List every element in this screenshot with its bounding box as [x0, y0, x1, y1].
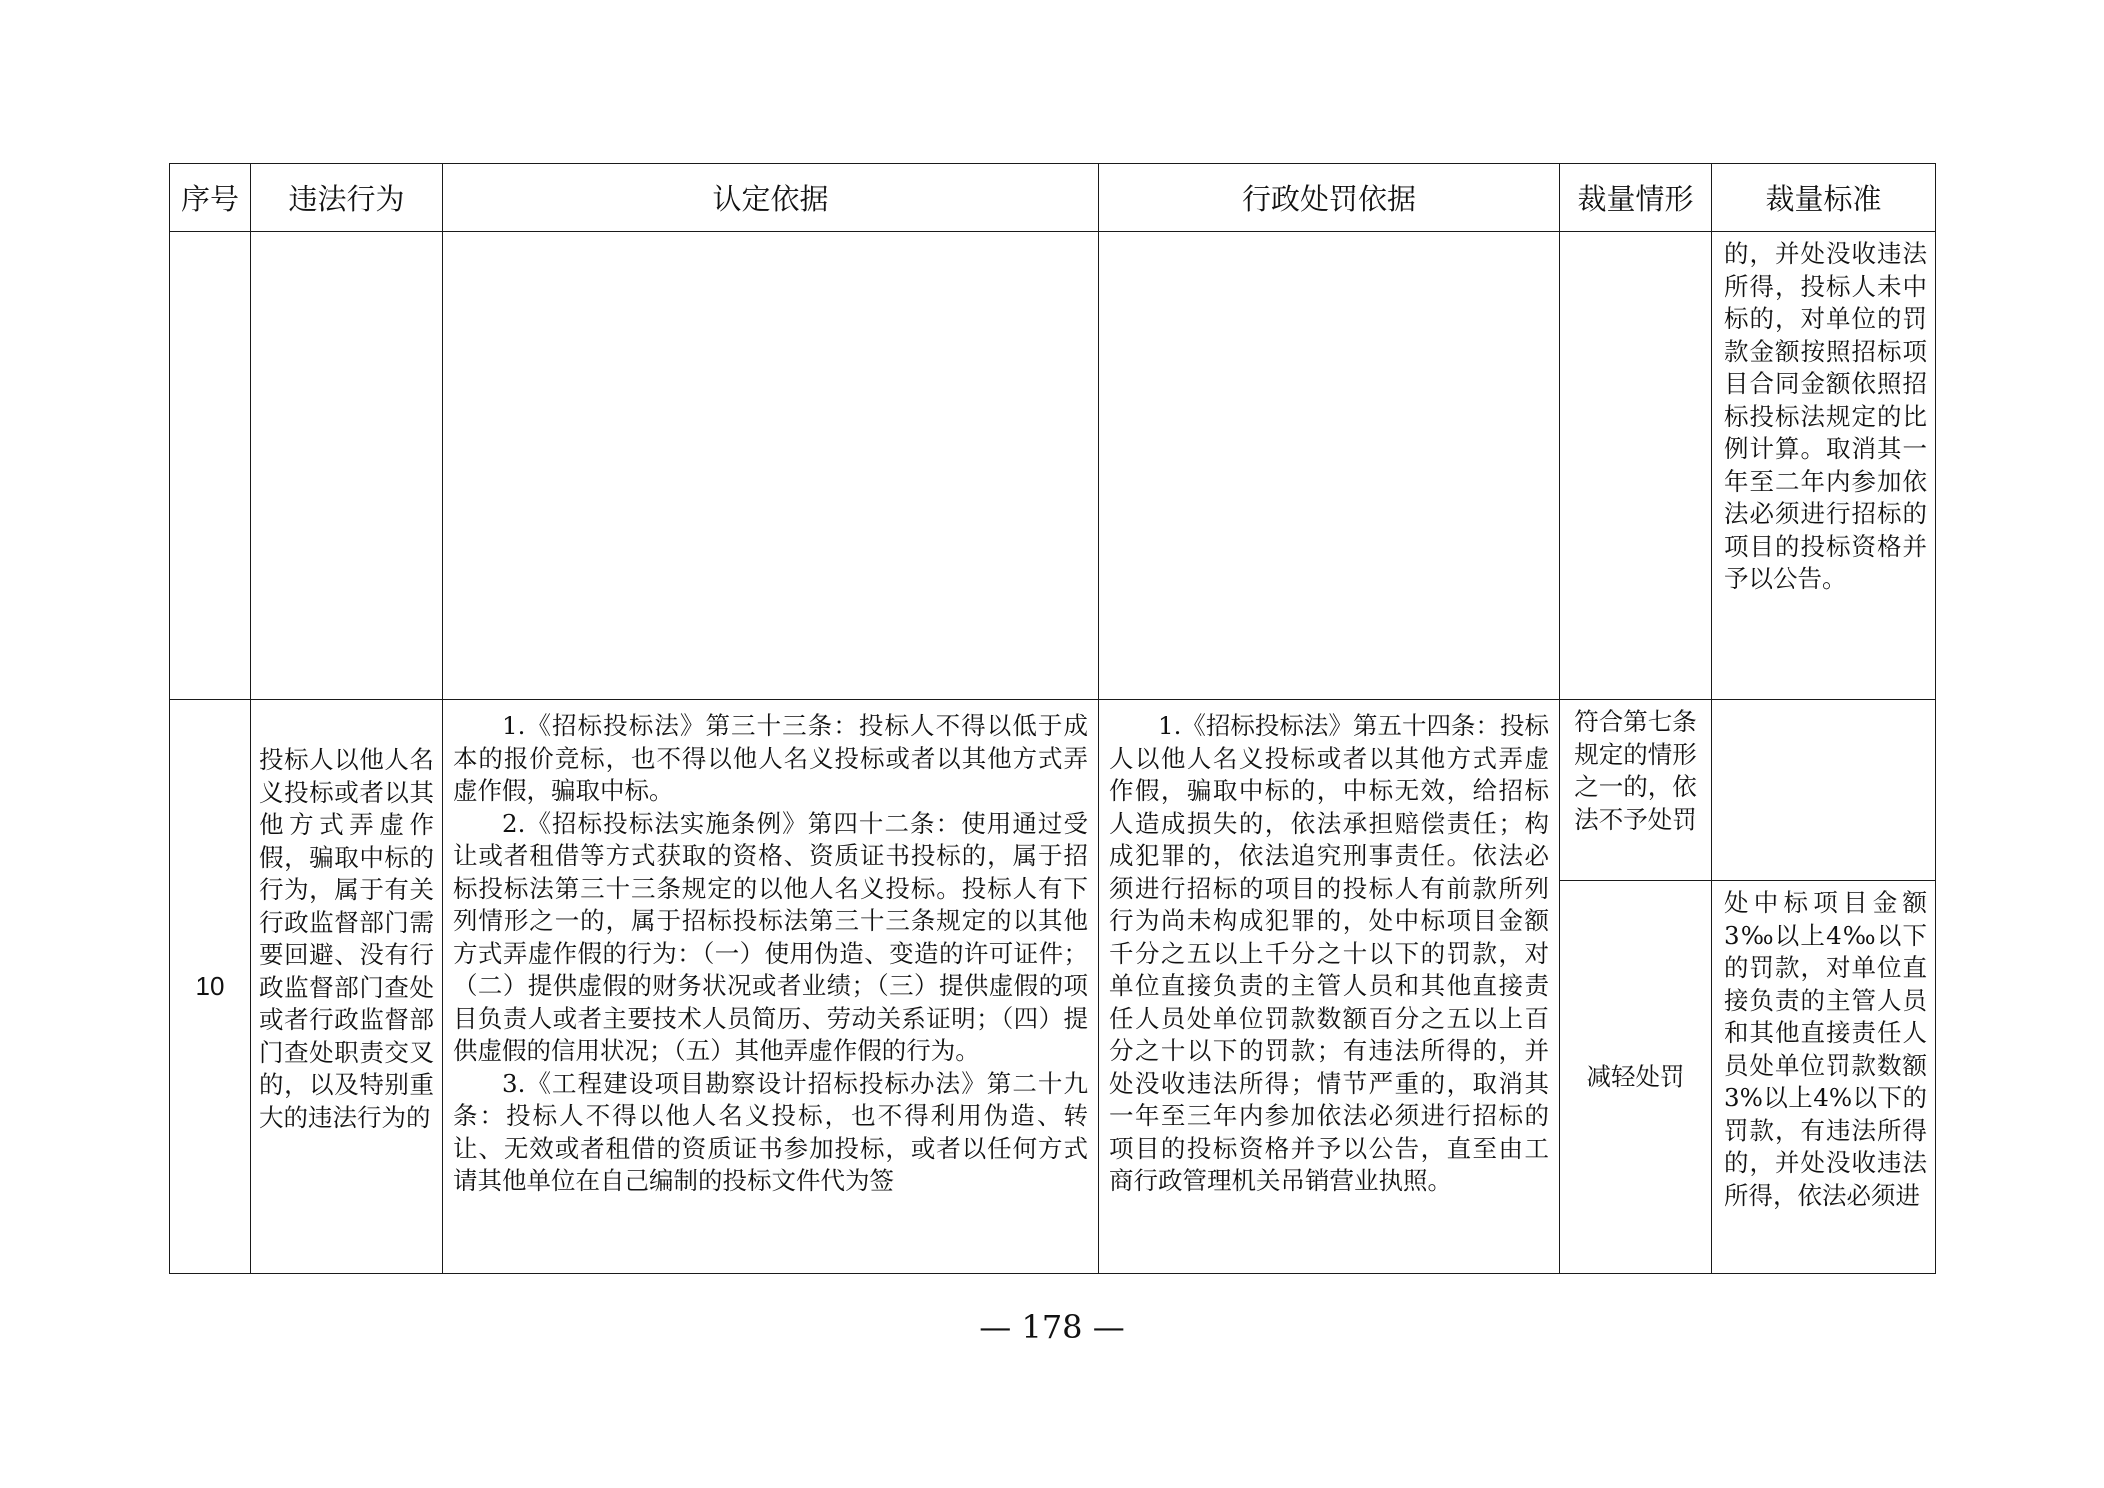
cell-empty [1099, 232, 1560, 700]
cell-situation-no-penalty [1560, 700, 1712, 881]
cell-empty [170, 232, 251, 700]
penalty-text [1099, 700, 1559, 1198]
basis-paragraph-3: 3.《工程建设项目勘察设计招标投标办法》第二十九条：投标人不得以他人名义投标，也不得利用伪造、转让、无效或者租借的资质证书参加投标，或者以任何方式请其他单位在自己编制的投标文件代为签 [453, 1068, 1088, 1195]
standard-text: 处中标项目金额3‰以上4‰以下的罚款，对单位直接负责的主管人员和其他直接责任人员处单位罚款数额3%以上4%以下的罚款，有违法所得的，并处没收违法所得，依法必须进 [1724, 888, 1927, 1210]
cell-standard-continued [1712, 232, 1936, 700]
basis-text [443, 700, 1098, 1198]
cell-standard-mitigated [1712, 881, 1936, 1274]
table-row-10 [170, 700, 1936, 881]
discretion-table [169, 163, 1936, 1274]
cell-empty [443, 232, 1099, 700]
cell-empty [251, 232, 443, 700]
situation-label: 符合第七条规定的情形之一的，依法不予处罚 [1574, 707, 1697, 834]
table-row-continued [170, 232, 1936, 700]
page-number: — 178 — [979, 1308, 1125, 1346]
act-text: 投标人以他人名义投标或者以其他方式弄虚作假，骗取中标的行为，属于有关行政监督部门需要回避、没有行政监督部门查处或者行政监督部门查处职责交叉的，以及特别重大的违法行为的 [259, 745, 434, 1132]
header-standard: 裁量标准 [1712, 164, 1936, 232]
basis-paragraph-2: 2.《招标投标法实施条例》第四十二条：使用通过受让或者租借等方式获取的资格、资质证书投标的，属于招标投标法第三十三条规定的以他人名义投标。投标人有下列情形之一的，属于招标投标法第三十三条规定的以其他方式弄虚作假的行为：（一）使用伪造、变造的许可证件；（二）提供虚假的财务状况或者业绩；（三）提供虚假的项目负责人或者主要技术人员简历、劳动关系证明；（四）提供虚假的信用状况；（五）其他弄虚作假的行为。 [453, 808, 1088, 1065]
row-seq: 10 [170, 700, 251, 1274]
cell-act [251, 700, 443, 1274]
header-penalty-basis: 行政处罚依据 [1099, 164, 1560, 232]
penalty-paragraph-1: 1.《招标投标法》第五十四条：投标人以他人名义投标或者以其他方式弄虚作假，骗取中标的，中标无效，给招标人造成损失的，依法承担赔偿责任；构成犯罪的，依法追究刑事责任。依法必须进行招标的项目的投标人有前款所列行为尚未构成犯罪的，处中标项目金额千分之五以上千分之十以下的罚款，对单位直接负责的主管人员和其他直接责任人员处单位罚款数额百分之五以上百分之十以下的罚款；有违法所得的，并处没收违法所得；情节严重的，取消其一年至三年内参加依法必须进行招标的项目的投标资格并予以公告，直至由工商行政管理机关吊销营业执照。 [1109, 711, 1549, 1195]
standard-text [1712, 700, 1935, 706]
cell-standard-no-penalty [1712, 700, 1936, 881]
cell-empty [1560, 232, 1712, 700]
cell-penalty-basis [1099, 700, 1560, 1274]
header-seq: 序号 [170, 164, 251, 232]
situation-label: 减轻处罚 [1586, 1061, 1685, 1091]
cell-situation-mitigated [1560, 881, 1712, 1274]
header-act: 违法行为 [251, 164, 443, 232]
table-header-row [170, 164, 1936, 232]
basis-paragraph-1: 1.《招标投标法》第三十三条：投标人不得以低于成本的报价竞标，也不得以他人名义投标或者以其他方式弄虚作假，骗取中标。 [453, 711, 1088, 805]
standard-text: 的，并处没收违法所得，投标人未中标的，对单位的罚款金额按照招标项目合同金额依照招标投标法规定的比例计算。取消其一年至二年内参加依法必须进行招标的项目的投标资格并予以公告。 [1724, 239, 1927, 593]
header-basis: 认定依据 [443, 164, 1099, 232]
cell-basis [443, 700, 1099, 1274]
header-situation: 裁量情形 [1560, 164, 1712, 232]
